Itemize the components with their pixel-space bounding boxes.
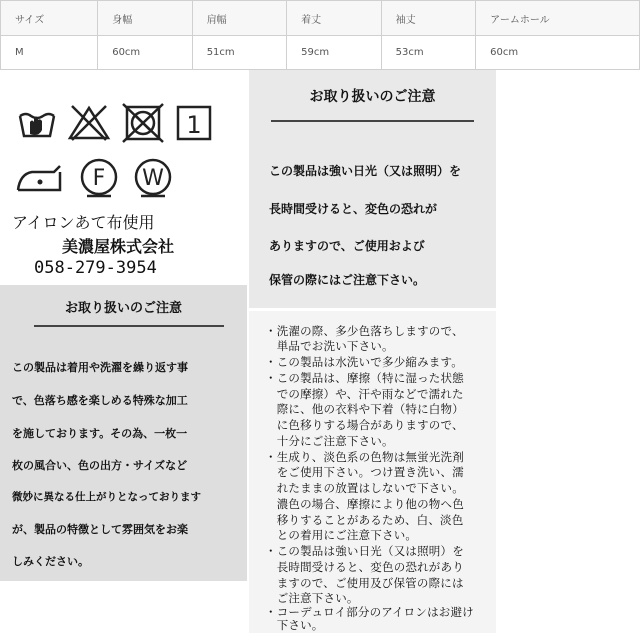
company-phone: 058-279-3954 — [34, 258, 157, 278]
caution-panel-left — [0, 285, 247, 581]
caution-left-line-7: しみください。 — [12, 555, 89, 568]
caution-left-divider — [34, 325, 224, 327]
caution-right-line-1: ・洗濯の際、多少色落ちしますので、 — [265, 324, 464, 338]
caution-right-line-7: に色移りする場合がありますので、 — [265, 418, 464, 432]
caution-left-line-4: 枚の風合い、色の出方・サイズなど — [12, 459, 188, 472]
caution-top-line-4: 保管の際にはご注意下さい。 — [269, 273, 426, 287]
caution-right-line-14: との着用にご注意下さい。 — [265, 528, 418, 542]
caution-left-line-6: が、製品の特徴として雰囲気をお楽 — [12, 523, 188, 536]
cell-length: 59cm — [287, 36, 381, 70]
wet-clean-w-icon — [132, 156, 174, 198]
caution-right-line-17: ますので、ご使用及び保管の際には — [265, 576, 464, 590]
dry-clean-f-icon — [78, 156, 120, 198]
caution-left-title: お取り扱いのご注意 — [64, 301, 182, 316]
caution-right-line-6: 際に、他の衣料や下着（特に白物） — [265, 402, 464, 416]
size-table — [0, 0, 640, 70]
header-shoulder-width: 肩幅 — [192, 1, 286, 36]
caution-top-line-3: ありますので、ご使用および — [269, 239, 425, 253]
header-length: 着丈 — [287, 1, 381, 36]
hand-wash-icon — [16, 102, 58, 144]
cell-armhole: 60cm — [476, 36, 640, 70]
cell-shoulder-width: 51cm — [192, 36, 286, 70]
caution-left-line-1: この製品は着用や洗濯を繰り返す事 — [12, 361, 188, 374]
caution-top-line-1: この製品は強い日光（又は照明）を — [269, 164, 462, 178]
caution-right-line-18: ご注意下さい。 — [265, 591, 359, 605]
size-table-header-row — [1, 1, 640, 36]
caution-right-line-11: れたままの放置はしないで下さい。 — [265, 481, 464, 495]
cell-body-width: 60cm — [98, 36, 192, 70]
header-armhole: アームホール — [476, 1, 640, 36]
caution-panel-top — [249, 70, 496, 308]
size-table-row — [1, 36, 640, 70]
no-bleach-icon — [66, 102, 112, 144]
header-sleeve-length: 袖丈 — [381, 1, 475, 36]
cell-size: M — [1, 36, 98, 70]
cell-sleeve-length: 53cm — [381, 36, 475, 70]
line-dry-label: 1 — [186, 111, 202, 139]
dry-clean-label: F — [92, 166, 106, 191]
no-tumble-dry-icon — [120, 102, 166, 144]
caution-right-line-4: ・この製品は、摩擦（特に湿った状態 — [265, 371, 464, 385]
iron-note: アイロンあて布使用 — [12, 213, 155, 232]
caution-top-title: お取り扱いのご注意 — [309, 89, 436, 105]
wet-clean-label: W — [142, 166, 164, 191]
caution-top-divider — [271, 120, 474, 122]
care-icons-row-2 — [14, 156, 174, 198]
caution-right-line-13: 移りすることがあるため、白、淡色 — [265, 513, 464, 527]
caution-right-line-3: ・この製品は水洗いで多少縮みます。 — [265, 355, 463, 369]
caution-right-line-12: 濃色の場合、摩擦により他の物へ色 — [265, 497, 464, 511]
caution-left-line-5: 微妙に異なる仕上がりとなっております — [12, 491, 201, 503]
company-name: 美濃屋株式会社 — [62, 237, 175, 256]
caution-left-line-3: を施しております。その為、一枚一 — [12, 427, 188, 440]
caution-right-line-5: での摩擦）や、汗や雨などで濡れた — [265, 387, 464, 401]
caution-right-line-10: をご使用下さい。つけ置き洗い、濡 — [265, 465, 464, 479]
caution-top-line-2: 長時間受けると、変色の恐れが — [269, 202, 438, 216]
iron-low-icon — [14, 156, 66, 196]
line-dry-icon — [174, 102, 214, 144]
caution-right-line-19: ・コーデュロイ部分のアイロンはお避け — [265, 605, 474, 619]
caution-panel-right — [249, 311, 496, 633]
caution-right-line-16: 長時間受けると、変色の恐れがあり — [265, 560, 464, 574]
care-label-panel — [0, 70, 248, 284]
caution-right-line-2: 単品でお洗い下さい。 — [265, 339, 394, 353]
caution-right-line-9: ・生成り、淡色系の色物は無蛍光洗剤 — [265, 450, 464, 464]
header-body-width: 身幅 — [98, 1, 192, 36]
caution-left-line-2: で、色落ち感を楽しめる特殊な加工 — [12, 394, 188, 407]
caution-right-line-8: 十分にご注意下さい。 — [265, 434, 394, 448]
care-icons-row-1 — [16, 102, 214, 144]
caution-right-line-20: 下さい。 — [265, 618, 324, 632]
caution-right-line-15: ・この製品は強い日光（又は照明）を — [265, 544, 464, 558]
header-size: サイズ — [1, 1, 98, 36]
